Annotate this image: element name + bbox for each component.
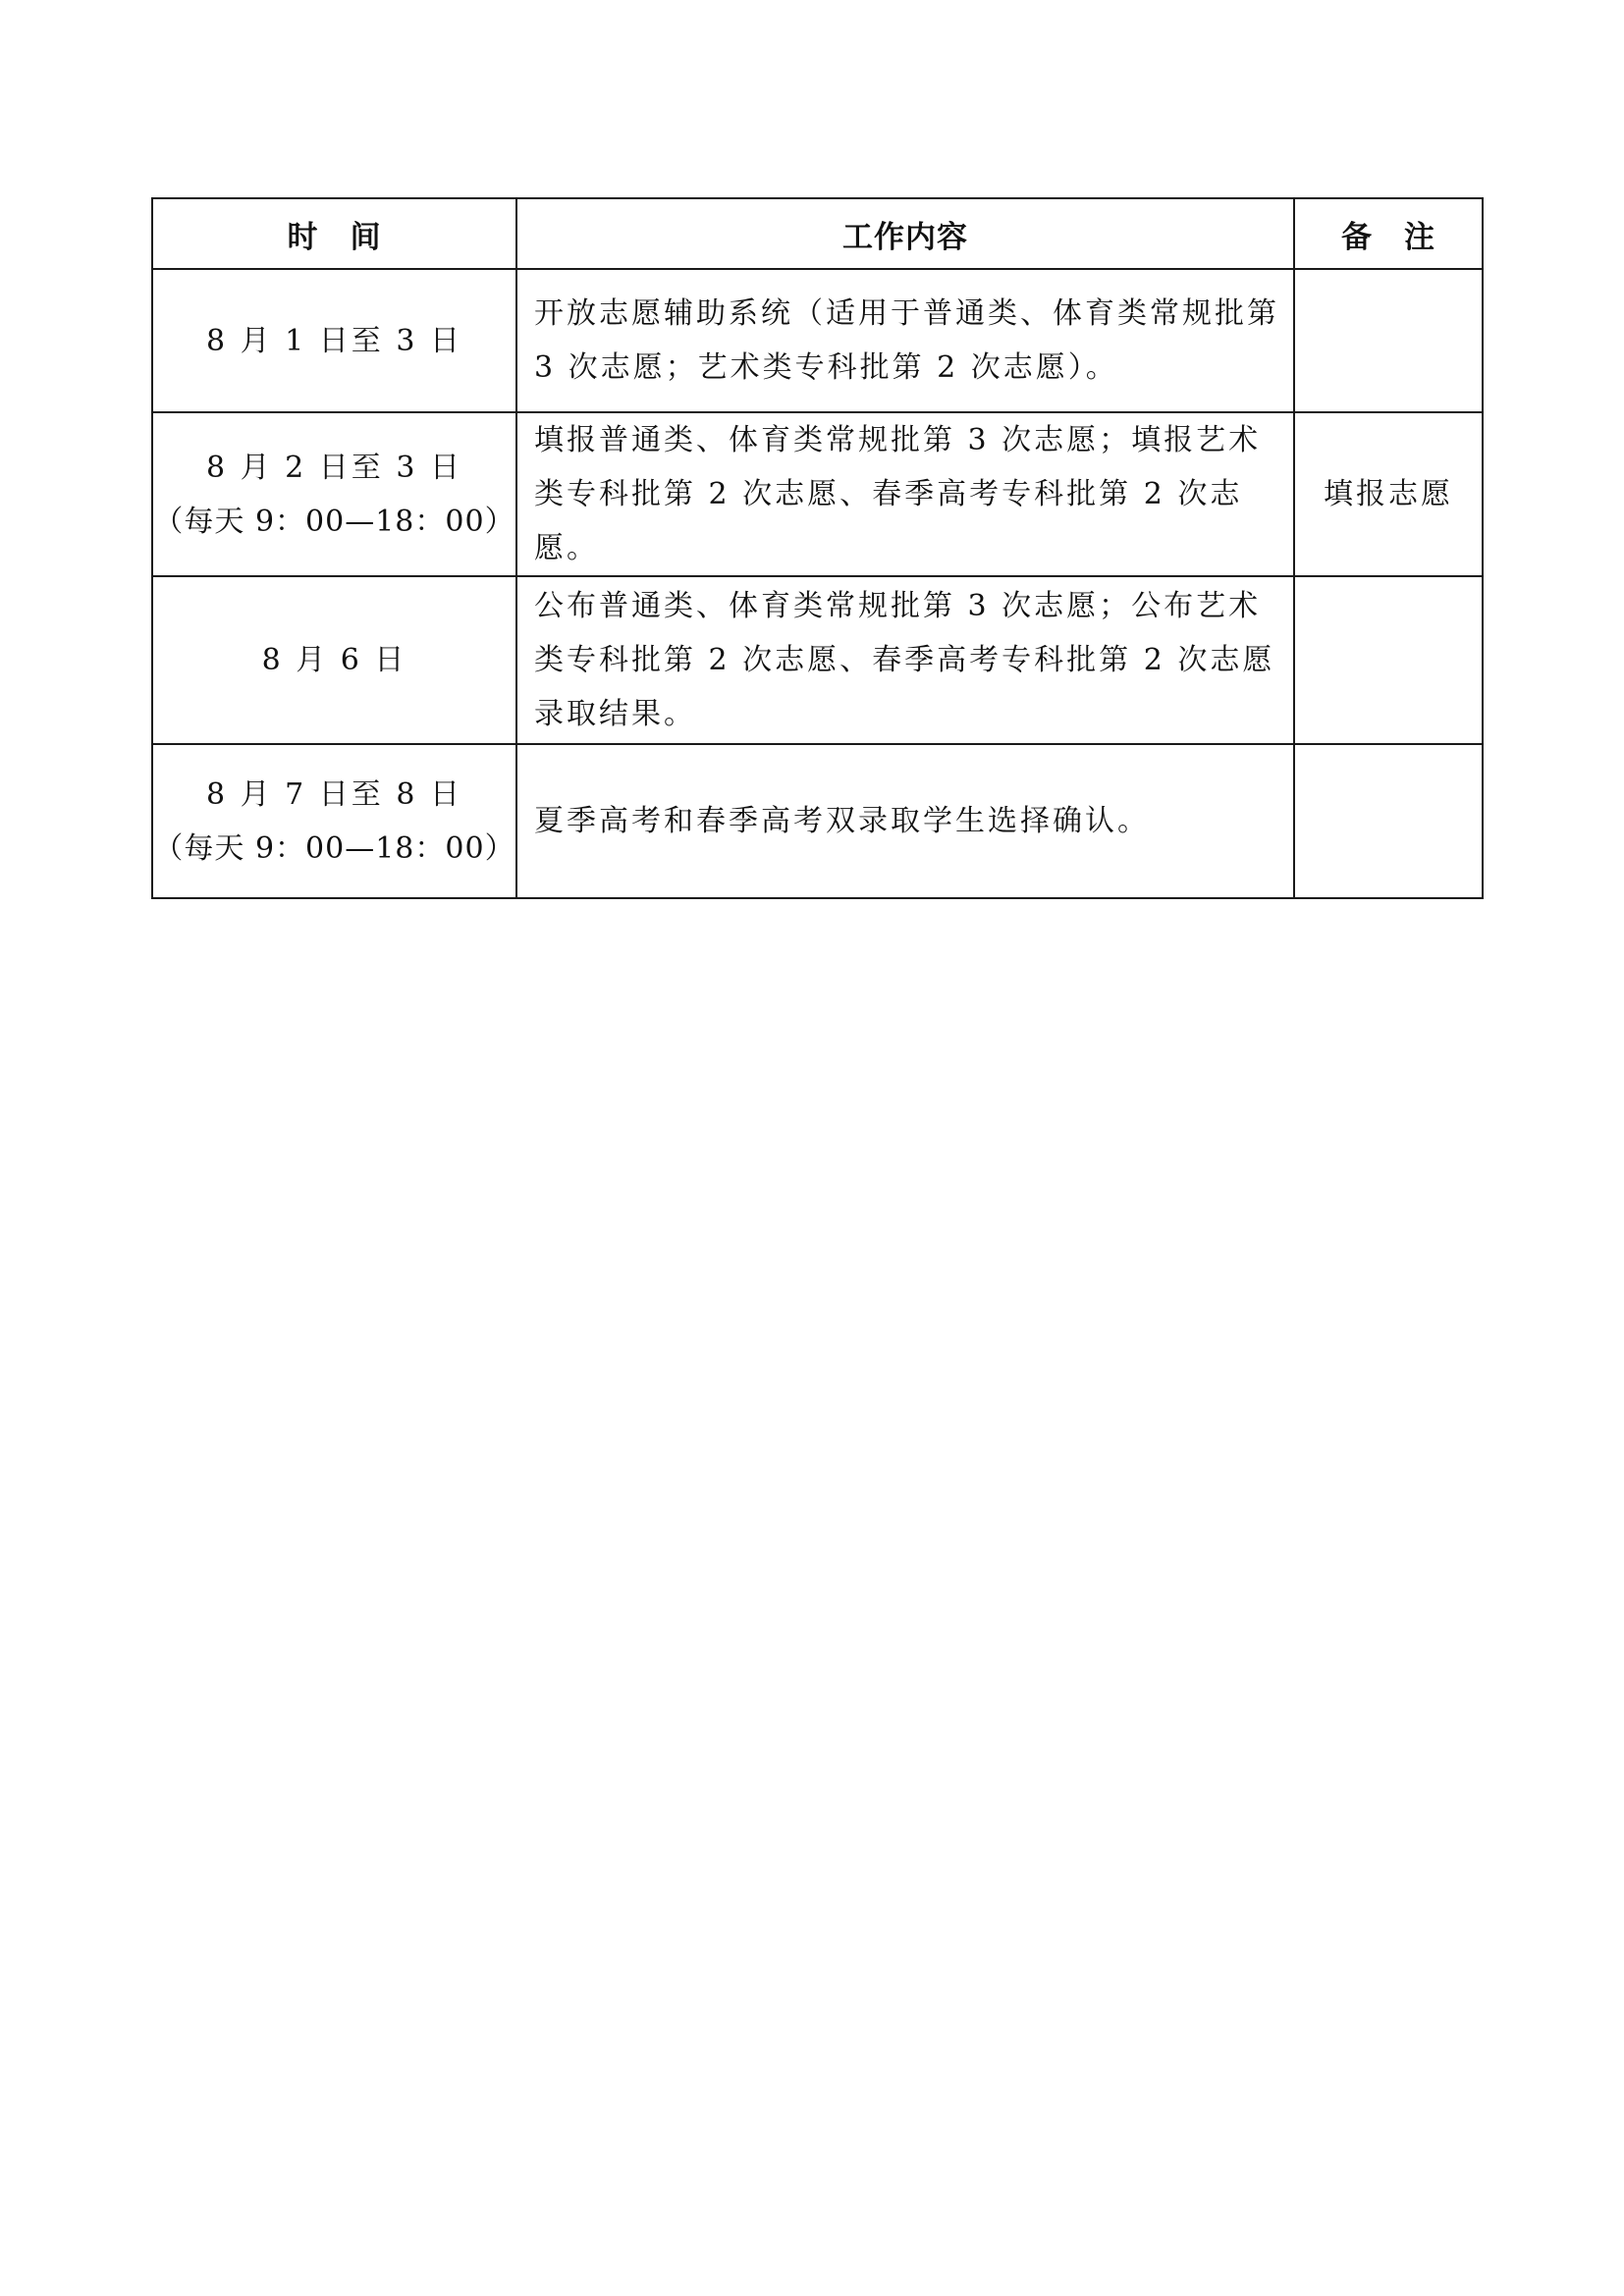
work-content-cell: 公布普通类、体育类常规批第 3 次志愿；公布艺术类专科批第 2 次志愿、春季高考专科批第 2 次志愿录取结果。	[516, 576, 1294, 744]
header-time: 时 间	[152, 198, 516, 269]
time-hours: （每天 9：00—18：00）	[153, 504, 515, 539]
table-header-row	[152, 198, 1483, 269]
time-cell	[152, 269, 516, 412]
table-row	[152, 576, 1483, 744]
time-cell	[152, 412, 516, 576]
work-content-cell: 填报普通类、体育类常规批第 3 次志愿；填报艺术类专科批第 2 次志愿、春季高考专科批第 2 次志愿。	[516, 412, 1294, 576]
time-date: 8 月 6 日	[261, 643, 407, 677]
header-work-content: 工作内容	[516, 198, 1294, 269]
schedule-table	[151, 197, 1484, 899]
work-content-cell: 夏季高考和春季高考双录取学生选择确认。	[516, 744, 1294, 898]
note-cell: 填报志愿	[1294, 412, 1483, 576]
table-row	[152, 269, 1483, 412]
time-cell	[152, 744, 516, 898]
table-row	[152, 744, 1483, 898]
note-cell	[1294, 576, 1483, 744]
time-hours: （每天 9：00—18：00）	[153, 830, 515, 866]
time-date: 8 月 2 日至 3 日	[206, 450, 462, 485]
time-cell	[152, 576, 516, 744]
header-note: 备 注	[1294, 198, 1483, 269]
time-date: 8 月 1 日至 3 日	[206, 323, 462, 358]
time-date: 8 月 7 日至 8 日	[206, 776, 462, 812]
work-content-cell: 开放志愿辅助系统（适用于普通类、体育类常规批第 3 次志愿；艺术类专科批第 2 次志愿）。	[516, 269, 1294, 412]
note-cell	[1294, 744, 1483, 898]
table-row	[152, 412, 1483, 576]
note-cell	[1294, 269, 1483, 412]
